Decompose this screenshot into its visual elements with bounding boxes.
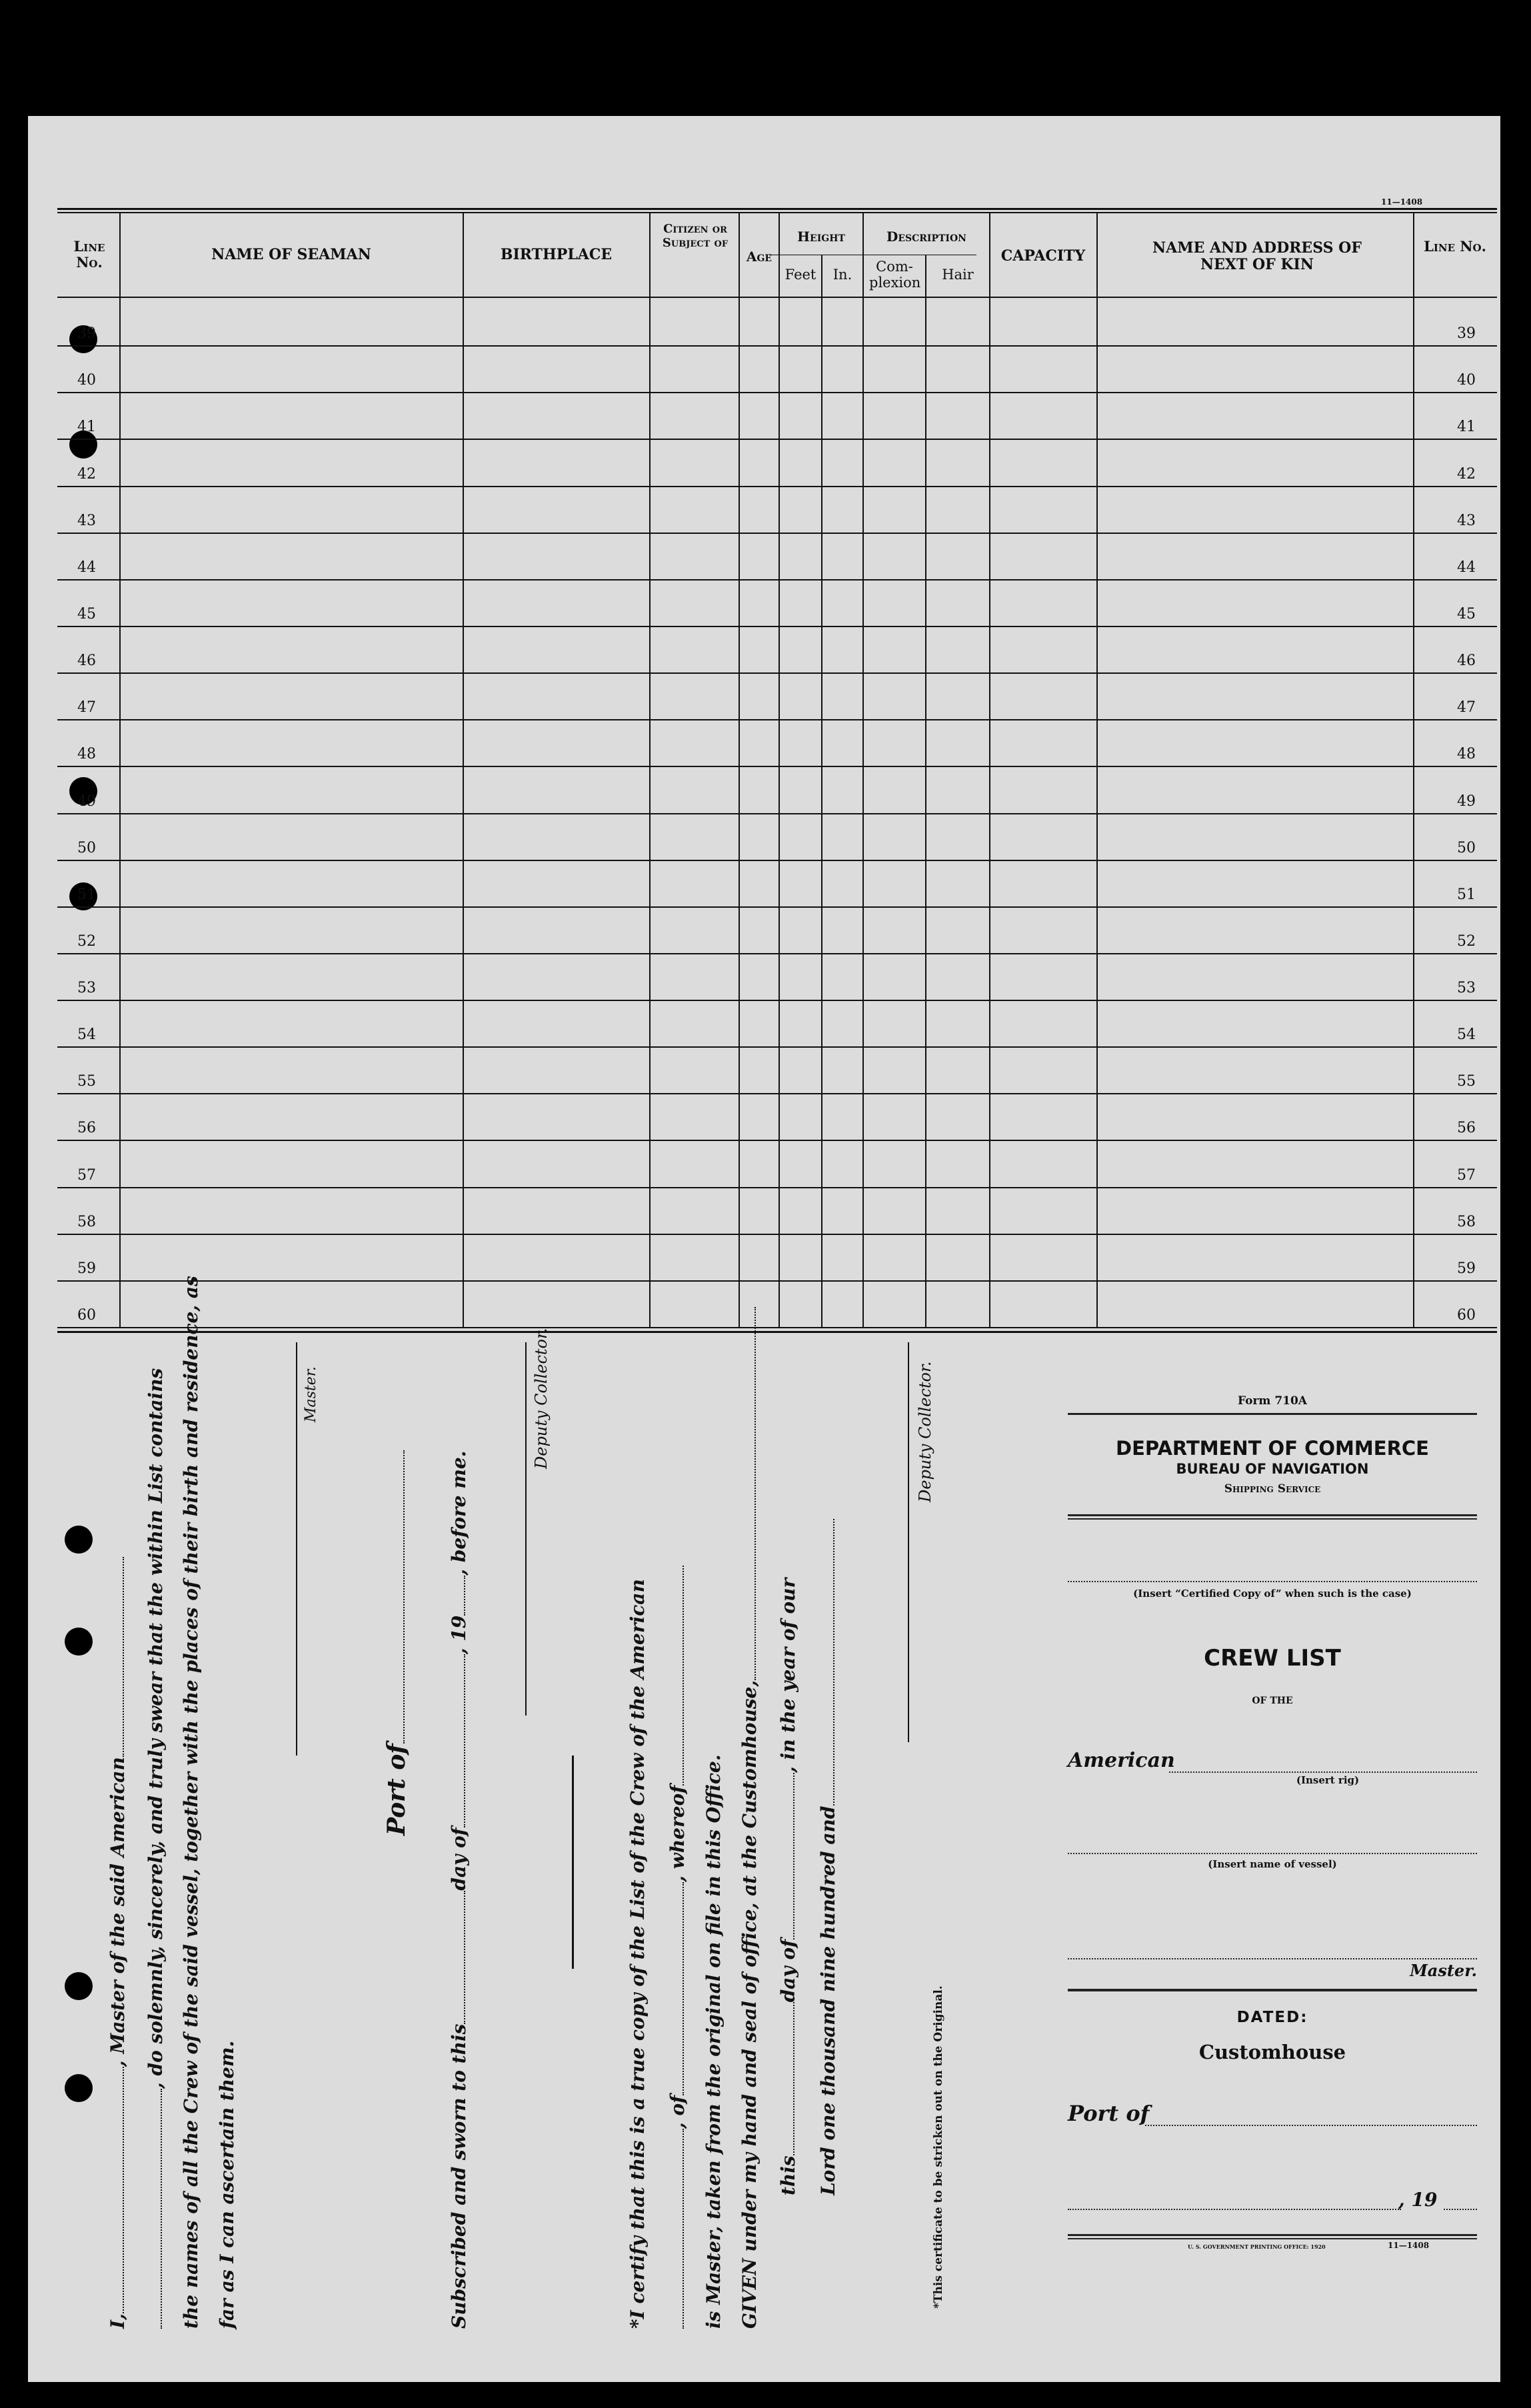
line-number-right: 40 xyxy=(1457,372,1476,389)
header-line-no: Line No. xyxy=(73,238,105,271)
line-number-left: 44 xyxy=(77,559,96,576)
table-row-rule xyxy=(57,439,1497,440)
line-number-right: 55 xyxy=(1457,1073,1476,1090)
table-row-rule xyxy=(57,672,1497,674)
line-number-right: 46 xyxy=(1457,652,1476,669)
crew-list-title: CREW LIST xyxy=(1204,1645,1341,1672)
line-number-left: 42 xyxy=(77,466,96,483)
year-19-text: , 19 xyxy=(448,1615,470,1655)
oath-line-3: the names of all the Crew of the said vessel, together with the places of their birth and residence, as xyxy=(180,1276,202,2329)
deputy-collector-label-2: Deputy Collector. xyxy=(916,1361,934,1502)
table-row-rule xyxy=(57,813,1497,814)
cert-year-blank xyxy=(832,1520,834,1806)
line-number-left: 50 xyxy=(77,840,96,856)
cert-vessel-blank xyxy=(682,2129,684,2329)
line-number-left: 48 xyxy=(77,746,96,762)
table-row-rule xyxy=(57,626,1497,627)
line-number-right: 56 xyxy=(1457,1120,1476,1136)
line-number-right: 50 xyxy=(1457,840,1476,856)
table-row-rule xyxy=(57,533,1497,534)
cert-port-blank xyxy=(682,1882,684,2095)
table-row-rule xyxy=(57,486,1497,487)
master-label: Master. xyxy=(303,1366,319,1422)
panel-rule-3 xyxy=(1068,1518,1477,1520)
line-number-left: 51 xyxy=(77,886,96,903)
line-number-left: 60 xyxy=(77,1307,96,1324)
table-row-rule xyxy=(57,1140,1497,1141)
line-number-left: 41 xyxy=(77,419,96,435)
header-capacity: CAPACITY xyxy=(1000,247,1086,265)
line-number-left: 55 xyxy=(77,1073,96,1090)
cert-of-text: , of xyxy=(667,2095,689,2129)
rig-blank xyxy=(1169,1772,1477,1773)
port-of-label: Port of xyxy=(383,1744,411,1835)
line-number-right: 49 xyxy=(1457,793,1476,810)
table-row-rule xyxy=(57,579,1497,581)
line-number-right: 57 xyxy=(1457,1167,1476,1184)
customhouse-blank xyxy=(754,1307,756,1680)
bureau-title: BUREAU OF NAVIGATION xyxy=(1176,1461,1369,1477)
day-of-text: day of xyxy=(448,1827,470,1891)
line-number-right: 43 xyxy=(1457,513,1476,529)
line-number-right: 48 xyxy=(1457,746,1476,762)
punch-hole-icon xyxy=(65,1972,93,2000)
line-number-right: 47 xyxy=(1457,699,1476,716)
divider-rule xyxy=(572,1756,574,1969)
table-row-rule xyxy=(57,719,1497,720)
header-citizen-or-subject: Citizen or Subject of xyxy=(662,222,729,250)
header-age: Age xyxy=(746,249,772,265)
header-birthplace: BIRTHPLACE xyxy=(500,246,613,263)
cert-master-blank xyxy=(682,1566,684,1786)
line-number-right: 51 xyxy=(1457,886,1476,903)
panel-rule-top xyxy=(1068,1413,1477,1415)
table-row-rule xyxy=(57,1280,1497,1282)
line-number-right: 52 xyxy=(1457,933,1476,950)
dated-label: DATED: xyxy=(1236,2009,1308,2026)
certified-copy-blank xyxy=(1068,1581,1477,1582)
year-19-panel: , 19 xyxy=(1398,2189,1438,2211)
certified-copy-note: (Insert “Certified Copy of” when such is the case) xyxy=(1133,1588,1412,1600)
form-number: Form 710A xyxy=(1237,1394,1308,1408)
oath-line-1 xyxy=(107,1557,129,2329)
table-row-rule xyxy=(57,1093,1497,1094)
line-number-left: 40 xyxy=(77,372,96,389)
certificate-line-1: *I certify that this is a true copy of the List of the Crew of the American xyxy=(627,1579,649,2329)
table-row-rule xyxy=(57,1046,1497,1048)
table-row-rule xyxy=(57,860,1497,861)
oath-port-of xyxy=(383,1450,411,1835)
line-number-left: 59 xyxy=(77,1260,96,1277)
panel-rule-4 xyxy=(1068,1989,1477,1991)
month-blank xyxy=(463,1654,465,1827)
oath-line-4: far as I can ascertain them. xyxy=(216,2040,238,2329)
vessel-rig-blank xyxy=(122,1557,124,1757)
punch-hole-icon xyxy=(65,2074,93,2102)
punch-hole-icon xyxy=(65,1628,93,1656)
vessel-name-line xyxy=(1068,1853,1477,1854)
oath-master-of-american: , Master of the said American xyxy=(107,1757,129,2067)
customhouse-label: Customhouse xyxy=(1198,2041,1346,2063)
line-number-left: 54 xyxy=(77,1026,96,1043)
line-number-left: 58 xyxy=(77,1214,96,1230)
insert-rig-note: (Insert rig) xyxy=(1296,1774,1360,1786)
american-label: American xyxy=(1068,1749,1175,1772)
cert-whereof-text: , whereof xyxy=(667,1785,689,1882)
panel-rule-bottom xyxy=(1068,2234,1477,2236)
oath-i: I, xyxy=(107,2313,129,2329)
cert-month-blank xyxy=(792,1773,794,1939)
certificate-line-5 xyxy=(777,1578,799,2195)
line-number-right: 59 xyxy=(1457,1260,1476,1277)
header-name-of-seaman: NAME OF SEAMAN xyxy=(211,246,371,263)
subscribed-text: Subscribed and sworn to this xyxy=(448,2023,470,2329)
line-number-right: 44 xyxy=(1457,559,1476,576)
oath-swear-text: , do solemnly, sincerely, and truly swear that the within List contains xyxy=(145,1368,167,2089)
certificate-line-2 xyxy=(667,1566,689,2329)
master-line xyxy=(1068,1958,1477,1959)
date-blank-panel xyxy=(1068,2209,1401,2210)
header-next-of-kin: NAME AND ADDRESS OF NEXT OF KIN xyxy=(1152,239,1362,274)
table-row-rule xyxy=(57,1234,1497,1235)
cert-year-of-our-text: , in the year of our xyxy=(777,1578,799,1773)
master-name-blank xyxy=(122,2067,124,2313)
table-row-rule xyxy=(57,906,1497,908)
line-number-left: 56 xyxy=(77,1120,96,1136)
year-blank-panel xyxy=(1444,2209,1477,2210)
line-number-right: 41 xyxy=(1457,419,1476,435)
line-number-right: 39 xyxy=(1457,325,1476,342)
port-of-label-panel: Port of xyxy=(1068,2101,1150,2126)
department-title: DEPARTMENT OF COMMERCE xyxy=(1116,1437,1429,1460)
cert-day-of-text: day of xyxy=(777,1939,799,2003)
line-number-right: 53 xyxy=(1457,980,1476,996)
certificate-line-6 xyxy=(817,1520,839,2196)
line-number-left: 43 xyxy=(77,513,96,529)
line-number-left: 45 xyxy=(77,606,96,622)
certificate-line-4 xyxy=(739,1307,761,2329)
deputy-signature-line-1 xyxy=(525,1342,527,1716)
port-blank xyxy=(403,1450,405,1744)
of-the-label: OF THE xyxy=(1252,1696,1293,1706)
line-number-right: 42 xyxy=(1457,466,1476,483)
insert-vessel-note: (Insert name of vessel) xyxy=(1208,1858,1337,1870)
line-number-right: 60 xyxy=(1457,1307,1476,1324)
vessel-name-blank xyxy=(160,2089,162,2329)
table-row-rule xyxy=(57,766,1497,767)
header-in: In. xyxy=(832,267,852,283)
panel-rule-bottom-2 xyxy=(1068,2238,1477,2239)
day-blank xyxy=(463,1891,465,2024)
crew-table xyxy=(57,208,1497,1334)
header-feet: Feet xyxy=(784,267,816,283)
header-complexion: Com- plexion xyxy=(869,259,921,291)
line-number-right: 45 xyxy=(1457,606,1476,622)
form-reference-top: 11—1408 xyxy=(1381,197,1423,207)
port-blank-panel xyxy=(1145,2125,1477,2126)
cert-day-blank xyxy=(792,2002,794,2155)
table-row-rule xyxy=(57,345,1497,347)
header-description: Description xyxy=(886,229,966,245)
given-under-text: GIVEN under my hand and seal of office, at the Customhouse, xyxy=(739,1680,761,2329)
form-sheet xyxy=(28,116,1500,2382)
master-label-panel: Master. xyxy=(1410,1961,1477,1980)
line-number-left: 52 xyxy=(77,933,96,950)
certificate-footnote: *This certificate to be stricken out on the Original. xyxy=(932,1985,945,2309)
year-blank xyxy=(463,1576,465,1616)
deputy-collector-label-1: Deputy Collector. xyxy=(532,1328,551,1469)
deputy-signature-line-2 xyxy=(908,1342,909,1742)
master-signature-line xyxy=(296,1342,297,1756)
service-title: Shipping Service xyxy=(1224,1482,1321,1496)
line-number-left: 49 xyxy=(77,793,96,810)
table-row-rule xyxy=(57,953,1497,954)
header-hair: Hair xyxy=(942,267,974,283)
form-reference-bottom: 11—1408 xyxy=(1388,2241,1430,2250)
panel-rule-2 xyxy=(1068,1514,1477,1516)
table-row-rule xyxy=(57,1000,1497,1001)
subscribed-line xyxy=(448,1451,470,2329)
cert-this-text: this xyxy=(777,2155,799,2195)
oath-line-2 xyxy=(145,1368,167,2329)
line-number-left: 47 xyxy=(77,699,96,716)
punch-hole-icon xyxy=(65,1526,93,1554)
table-row-rule xyxy=(57,1187,1497,1188)
printing-office-line: U. S. GOVERNMENT PRINTING OFFICE: 1920 xyxy=(1188,2243,1326,2250)
line-number-right: 58 xyxy=(1457,1214,1476,1230)
line-number-left: 57 xyxy=(77,1167,96,1184)
line-number-left: 53 xyxy=(77,980,96,996)
line-number-left: 39 xyxy=(77,325,96,342)
line-number-left: 46 xyxy=(77,652,96,669)
cert-lord-text: Lord one thousand nine hundred and xyxy=(817,1806,839,2195)
header-line-no-right: Line No. xyxy=(1424,238,1486,255)
table-row-rule xyxy=(57,392,1497,393)
line-number-right: 54 xyxy=(1457,1026,1476,1043)
before-me-text: , before me. xyxy=(448,1450,470,1576)
certificate-line-3: is Master, taken from the original on file in this Office. xyxy=(703,1754,725,2329)
header-height: Height xyxy=(797,229,845,245)
